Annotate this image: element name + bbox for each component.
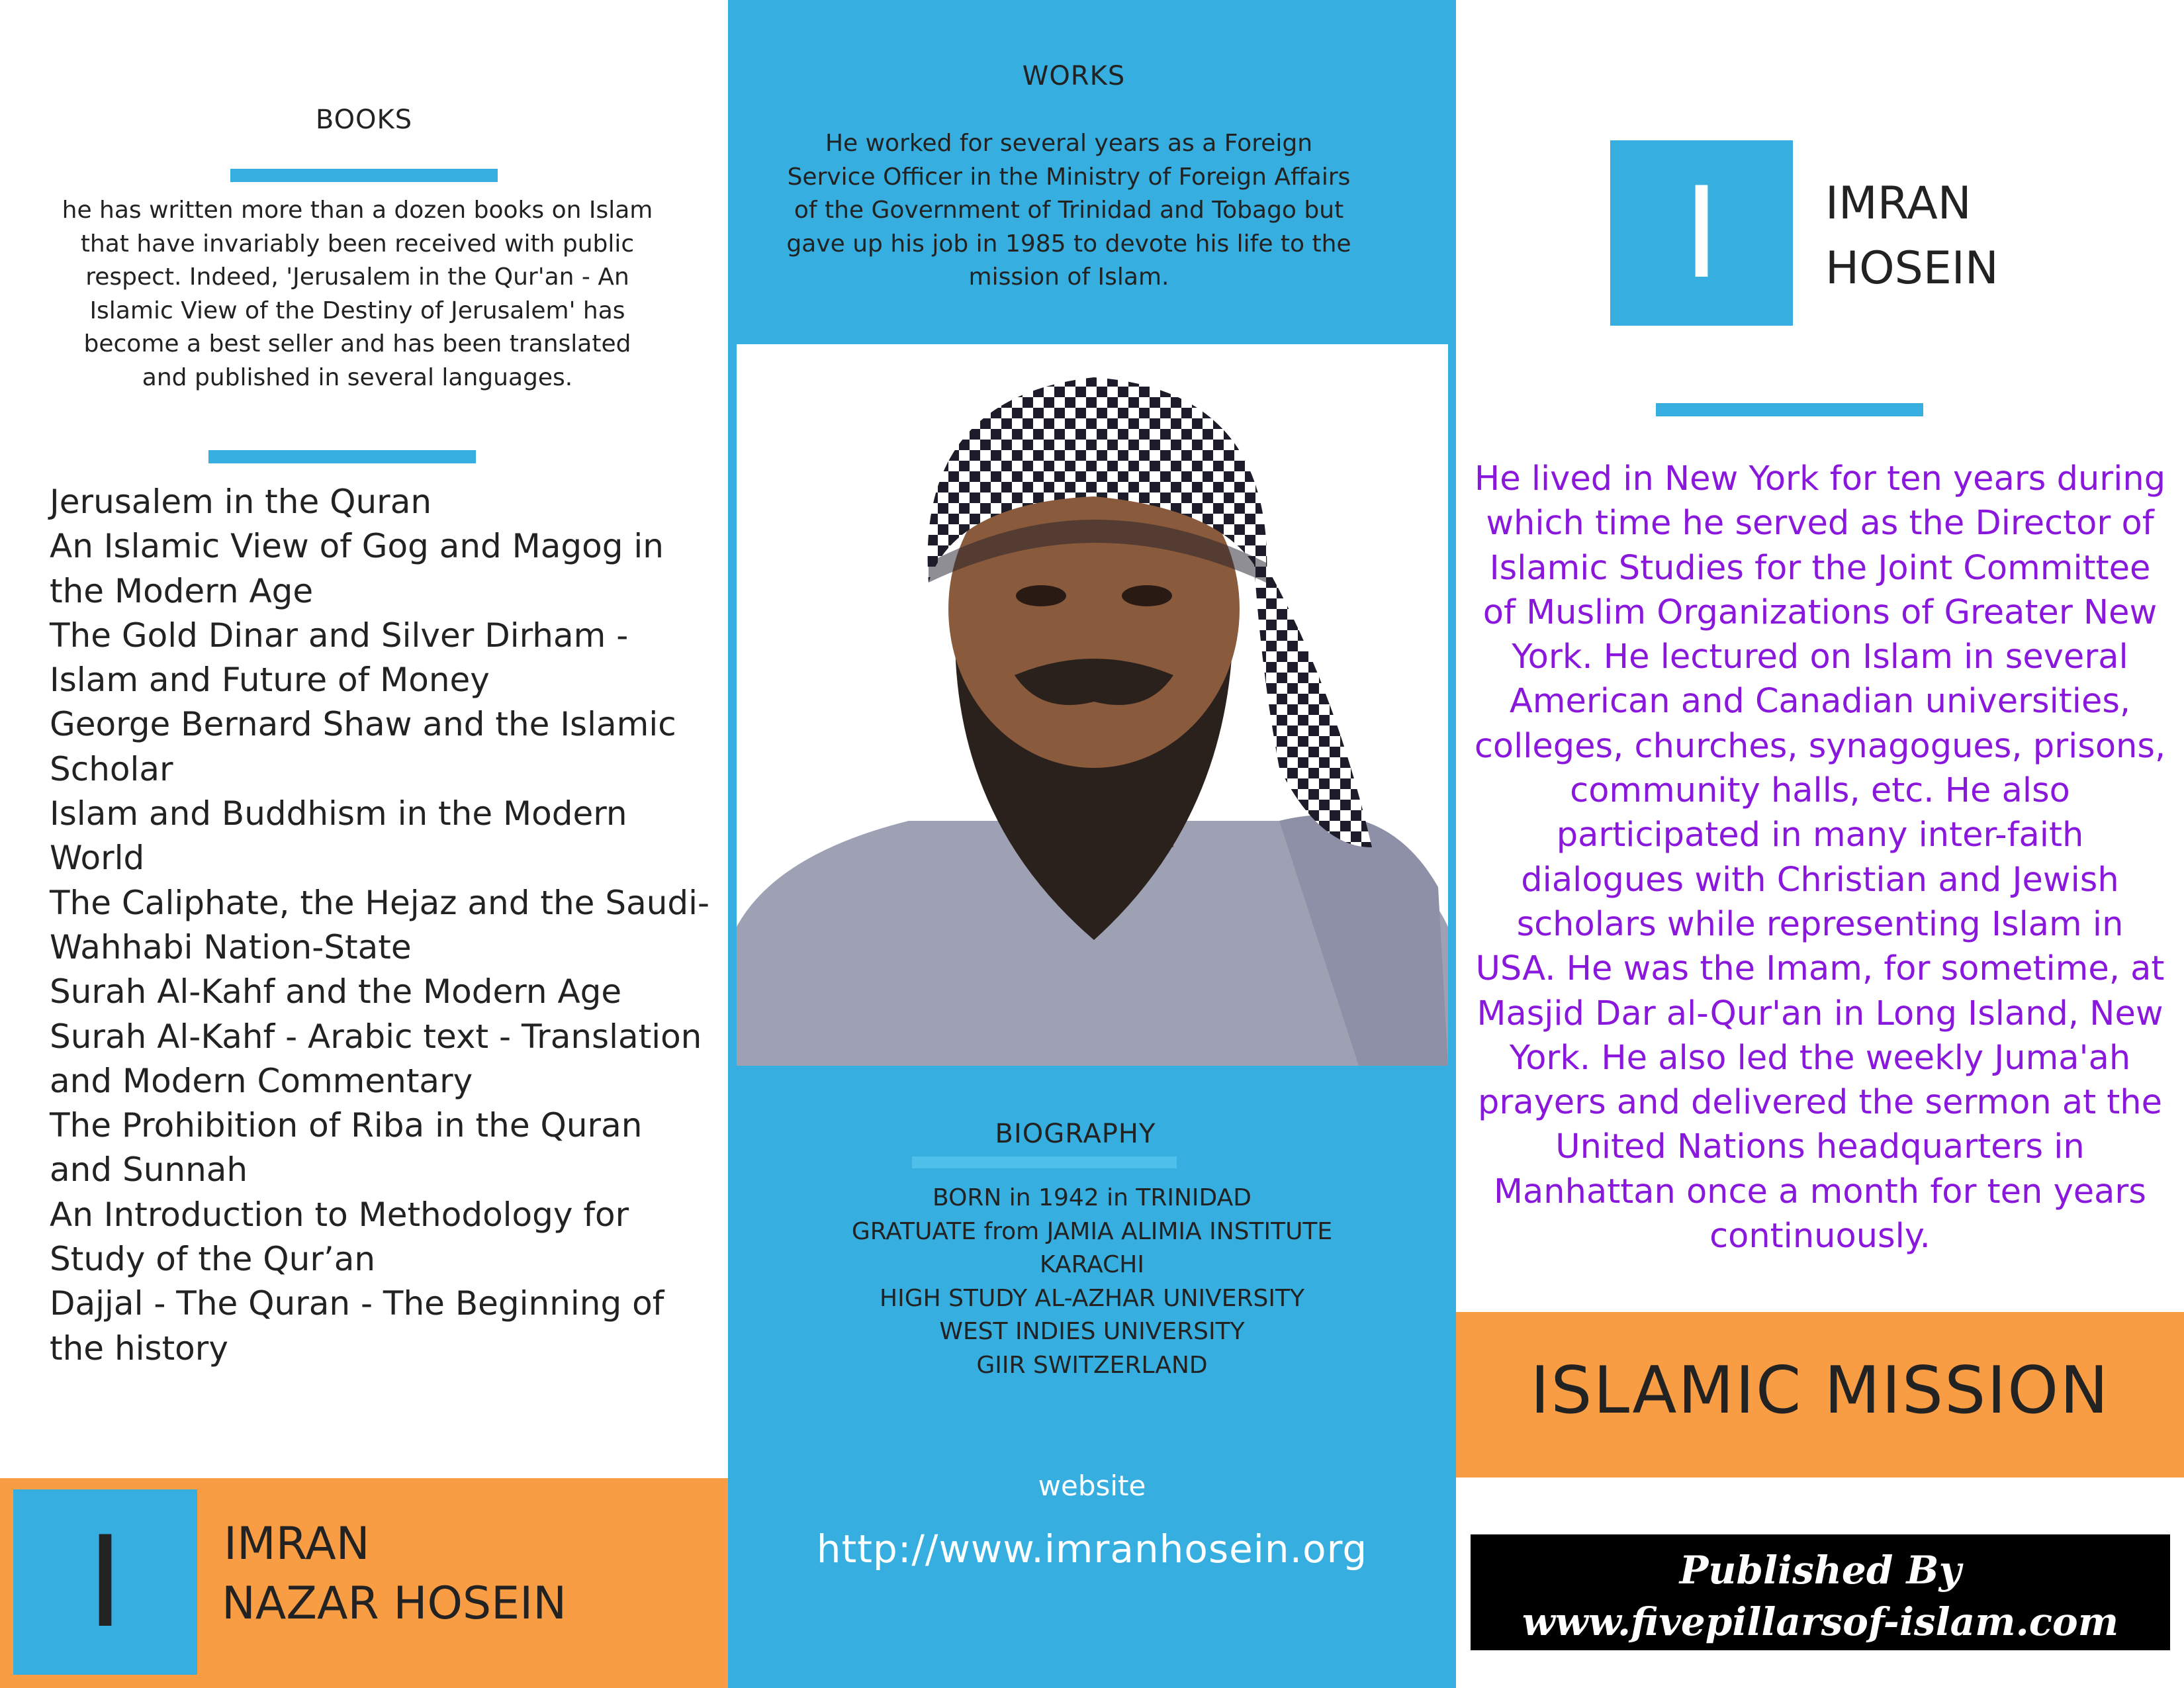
footer-name-line2: NAZAR HOSEIN (222, 1577, 567, 1630)
footer-logo-box (13, 1489, 197, 1675)
cover-logo-letter: I (1682, 160, 1721, 306)
cover-name-line1: IMRAN (1825, 177, 1972, 230)
website-link[interactable]: http://www.imranhosein.org (816, 1526, 1368, 1571)
book-title: George Bernard Shaw and the Islamic Scholar (50, 705, 676, 788)
book-title: The Prohibition of Riba in the Quran and Sunnah (50, 1106, 643, 1190)
mission-band (1456, 1312, 2184, 1477)
books-heading: BOOKS (315, 105, 413, 135)
website-label: website (1038, 1470, 1146, 1502)
portrait-illustration (737, 344, 1448, 1066)
books-intro-rule (208, 450, 476, 463)
works-text: He worked for several years as a Foreign Service Officer in the Ministry of Foreign Affairs of the Government of Trinidad and Tobago but gave up his job in 1985 to devote his life to the mission of Islam. (786, 130, 1351, 291)
book-list (50, 480, 711, 1371)
books-heading-rule (230, 169, 498, 182)
biography-line: HIGH STUDY AL-AZHAR UNIVERSITY (880, 1284, 1304, 1312)
book-title: Surah Al-Kahf and the Modern Age (50, 972, 622, 1011)
book-title: Jerusalem in the Quran (50, 483, 432, 521)
books-intro: he has written more than a dozen books on Islam that have invariably been received with public respect. Indeed, 'Jerusalem in the Qur'an - An Islamic View of the Destiny of Jerusalem' has become a best seller and has been translated and published in several languages. (62, 197, 653, 391)
portrait-photo (737, 344, 1448, 1066)
left-panel (0, 0, 728, 1688)
biography-heading: BIOGRAPHY (995, 1119, 1156, 1149)
biography-paragraph: He lived in New York for ten years during which time he served as the Director of Islamic Studies for the Joint Committee of Muslim Organizations of Greater New York. He lectured on Islam in several American and Canadian universities, colleges, churches, synagogues, prisons, community halls, etc. He also participated in many inter-faith dialogues with Christian and Jewish scholars while representing Islam in USA. He was the Imam, for sometime, at Masjid Dar al-Qur'an in Long Island, New York. He also led the weekly Juma'ah prayers and delivered the sermon at the United Nations headquarters in Manhattan once a month for ten years continuously. (1474, 459, 2166, 1256)
biography-line: BORN in 1942 in TRINIDAD (933, 1184, 1251, 1211)
biography-line: GIIR SWITZERLAND (976, 1351, 1208, 1379)
publisher-box (1471, 1534, 2170, 1650)
publisher-url[interactable]: www.fivepillarsof-islam.com (1522, 1599, 2119, 1644)
book-title: Dajjal - The Quran - The Beginning of the history (50, 1284, 664, 1368)
book-title: Islam and Buddhism in the Modern World (50, 794, 627, 878)
cover-name-line2: HOSEIN (1825, 242, 1999, 295)
works-heading: WORKS (1022, 61, 1126, 91)
book-title: The Caliphate, the Hejaz and the Saudi-Wahhabi Nation-State (50, 883, 710, 966)
cover-logo-box (1610, 140, 1793, 326)
mission-title: ISLAMIC MISSION (1530, 1353, 2110, 1429)
footer-logo-letter: I (86, 1509, 124, 1656)
publisher-line1: Published By (1679, 1548, 1962, 1593)
biography-list (761, 1182, 1423, 1382)
biography-rule (912, 1156, 1177, 1168)
left-footer-band (0, 1478, 728, 1688)
book-title: The Gold Dinar and Silver Dirham - Islam and Future of Money (50, 616, 629, 700)
footer-name-line1: IMRAN (224, 1518, 370, 1570)
book-title: An Introduction to Methodology for Study of the Qur’an (50, 1195, 629, 1279)
biography-line: KARACHI (1040, 1251, 1144, 1278)
biography-line: GRATUATE from JAMIA ALIMIA INSTITUTE (851, 1217, 1333, 1245)
book-title: Surah Al-Kahf - Arabic text - Translation and Modern Commentary (50, 1017, 702, 1100)
cover-rule (1656, 403, 1923, 416)
book-title: An Islamic View of Gog and Magog in the Modern Age (50, 527, 664, 610)
biography-line: WEST INDIES UNIVERSITY (939, 1318, 1245, 1345)
